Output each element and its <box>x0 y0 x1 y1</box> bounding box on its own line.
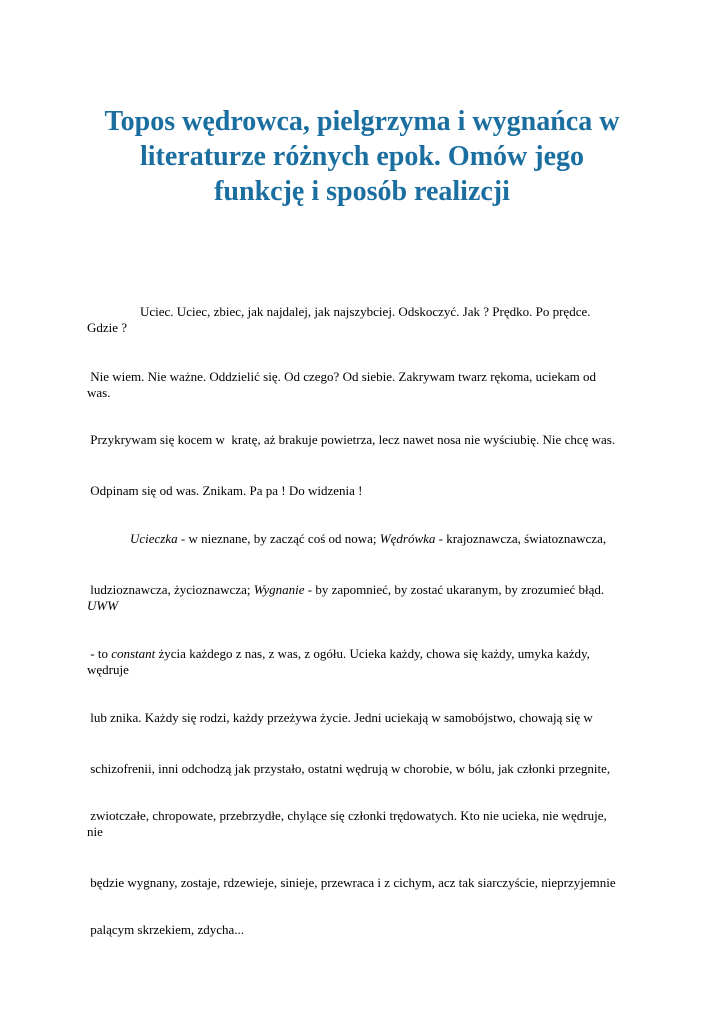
paragraph-line: Odpinam się od was. Znikam. Pa pa ! Do widzenia ! <box>87 483 363 498</box>
paragraph-line <box>87 531 647 547</box>
paragraph-line: palącym skrzekiem, zdycha... <box>87 922 245 937</box>
title-line-3: funkcję i sposób realizcji <box>214 176 510 207</box>
paragraph-text: - krajoznawcza, światoznawcza, <box>435 531 607 546</box>
paragraph-line: będzie wygnany, zostaje, rdzewieje, sinieje, przewraca i z cichym, acz tak siarczyście, nieprzyjemnie <box>87 875 616 890</box>
paragraph-text: - to <box>87 646 112 661</box>
paragraph-2 <box>87 369 647 401</box>
paragraph-line: zwiotczałe, chropowate, przebrzydłe, chylące się członki trędowatych. Kto nie ucieka, nie wędruje, <box>87 808 607 823</box>
paragraph-line: Nie wiem. Nie ważne. Oddzielić się. Od czego? Od siebie. Zakrywam twarz rękoma, uciekam od <box>87 369 596 384</box>
paragraph-3 <box>87 432 647 448</box>
paragraph-7 <box>87 646 647 678</box>
term-wedrowka: Wędrówka <box>379 531 436 546</box>
term-ucieczka: Ucieczka <box>130 531 178 546</box>
paragraph-line <box>87 582 647 598</box>
paragraph-line: schizofrenii, inni odchodzą jak przystało, ostatni wędrują w chorobie, w bólu, jak członki przegnite, <box>87 761 611 776</box>
paragraph-line: lub znika. Każdy się rodzi, każdy przeżywa życie. Jedni uciekają w samobójstwo, chowają się w <box>87 710 593 725</box>
paragraph-line: Gdzie ? <box>87 320 128 335</box>
paragraph-11 <box>87 875 647 891</box>
paragraph-1 <box>87 304 647 336</box>
paragraph-line <box>87 646 647 662</box>
paragraph-8 <box>87 710 647 726</box>
paragraph-text: - w nieznane, by zacząć coś od nowa; <box>177 531 380 546</box>
paragraph-line <box>87 598 647 614</box>
document-title <box>80 104 644 209</box>
title-line-1: Topos wędrowca, pielgrzyma i wygnańca w <box>104 106 620 137</box>
term-wygnanie: Wygnanie <box>253 582 305 597</box>
paragraph-6 <box>87 582 647 614</box>
term-uww: UWW <box>87 598 119 613</box>
paragraph-text: życia każdego z nas, z was, z ogółu. Ucieka każdy, chowa się każdy, umyka każdy, <box>155 646 590 661</box>
paragraph-line: Przykrywam się kocem w kratę, aż brakuje powietrza, lecz nawet nosa nie wyściubię. Nie chcę was. <box>87 432 616 447</box>
paragraph-5 <box>87 531 647 547</box>
paragraph-text: ludzioznawcza, życioznawcza; <box>87 582 254 597</box>
paragraph-line: nie <box>87 824 103 839</box>
paragraph-12 <box>87 922 647 938</box>
paragraph-line: wędruje <box>87 662 129 677</box>
paragraph-text: - by zapomnieć, by zostać ukaranym, by zrozumieć błąd. <box>304 582 605 597</box>
paragraph-10 <box>87 808 647 840</box>
paragraph-line: Uciec. Uciec, zbiec, jak najdalej, jak najszybciej. Odskoczyć. Jak ? Prędko. Po prędce. <box>140 304 591 319</box>
title-line-2: literaturze różnych epok. Omów jego <box>140 141 584 172</box>
paragraph-4 <box>87 483 647 499</box>
term-constant: constant <box>111 646 156 661</box>
paragraph-9 <box>87 761 647 777</box>
paragraph-line: was. <box>87 385 111 400</box>
